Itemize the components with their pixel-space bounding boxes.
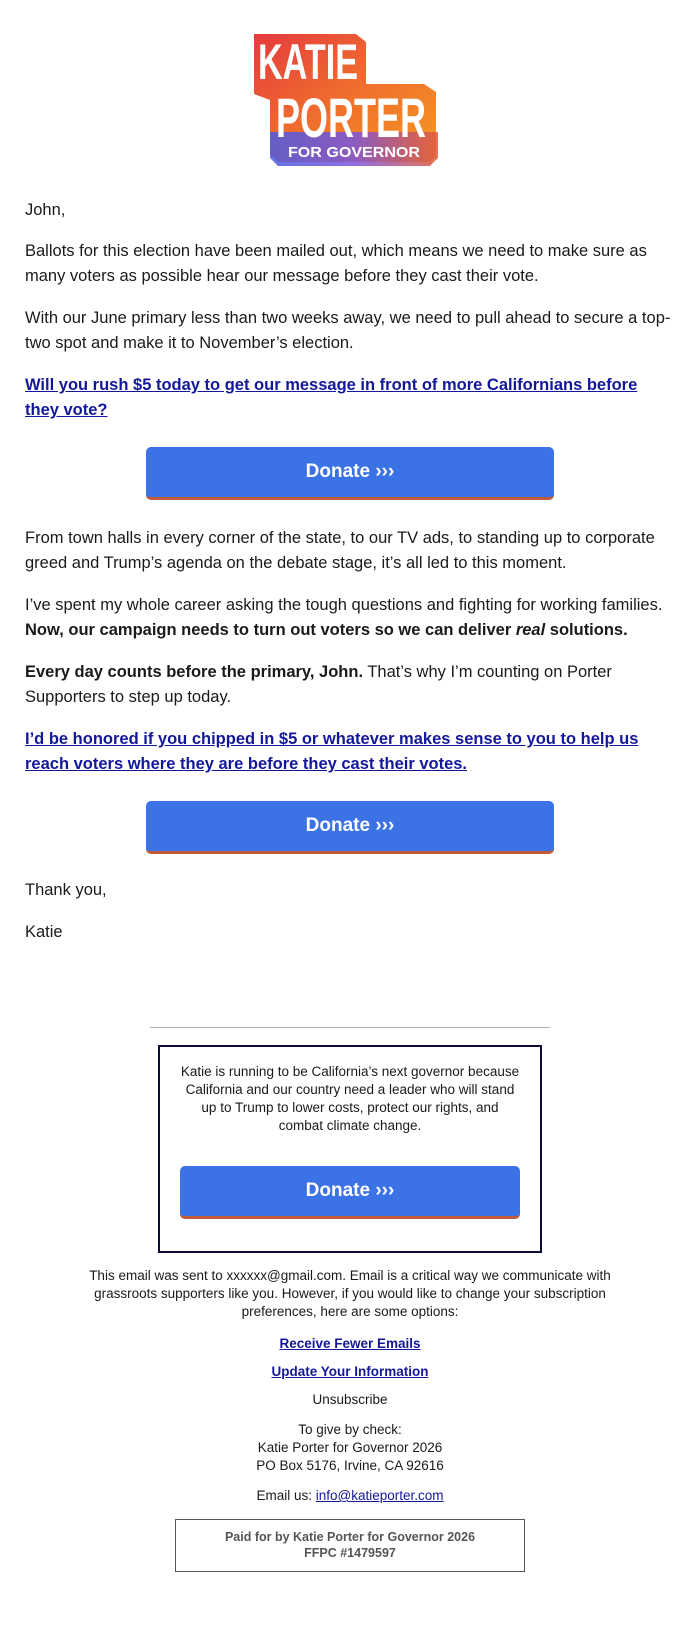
email-us-line <box>0 1487 700 1505</box>
email-us-label: Email us: <box>256 1488 316 1503</box>
career-bold <box>25 621 628 639</box>
career-bold-end: solutions. <box>545 621 628 639</box>
box-text: Katie is running to be California’s next governor because California and our country need a leader who will stand up to Trump to lower costs, protect our rights, and combat climate change. <box>180 1064 520 1133</box>
paragraph-ballots: Ballots for this election have been mailed out, which means we need to make sure as many voters as possible hear our message before they cast their vote. <box>25 242 647 285</box>
donate-row-1 <box>25 447 675 500</box>
paid-for-box <box>175 1519 525 1572</box>
donate-button-3[interactable]: Donate ››› <box>180 1166 520 1219</box>
check-line-1: To give by check: <box>298 1422 402 1437</box>
email-us-link[interactable]: info@katieporter.com <box>315 1488 444 1503</box>
receive-fewer-emails-link[interactable]: Receive Fewer Emails <box>279 1336 421 1351</box>
header <box>0 0 700 180</box>
paragraph-town-halls: From town halls in every corner of the state, to our TV ads, to standing up to corporate greed and Trump’s agenda on the debate stage, it’s all led to this moment. <box>25 529 655 572</box>
donate-row-2 <box>25 801 675 854</box>
closing-thanks: Thank you, <box>25 881 107 899</box>
donate-button-2[interactable]: Donate ››› <box>146 801 554 854</box>
every-day-bold: Every day counts before the primary, John. <box>25 663 364 681</box>
check-line-3: PO Box 5176, Irvine, CA 92616 <box>256 1458 444 1473</box>
governor-info-box <box>158 1045 542 1253</box>
career-text: I’ve spent my whole career asking the tough questions and fighting for working families. <box>25 596 663 614</box>
update-info-link[interactable]: Update Your Information <box>271 1364 429 1379</box>
email-content <box>0 198 700 945</box>
paragraph-every-day <box>25 660 675 710</box>
check-line-2: Katie Porter for Governor 2026 <box>257 1440 443 1455</box>
career-bold-text: Now, our campaign needs to turn out voters so we can deliver <box>25 621 516 639</box>
career-italic: real <box>515 621 546 639</box>
cta-link-rush[interactable]: Will you rush $5 today to get our message in front of more Californians before they vote? <box>25 376 638 419</box>
unsubscribe-link[interactable]: Unsubscribe <box>312 1392 388 1407</box>
paragraph-career <box>25 593 675 643</box>
footer-sent-text: This email was sent to xxxxxx@gmail.com. Email is a critical way we communicate with grassroots supporters like you. However, if you would like to change your subscription preferences, here are some options: <box>89 1268 611 1319</box>
divider <box>150 1027 550 1028</box>
cta-link-honored[interactable]: I’d be honored if you chipped in $5 or whatever makes sense to you to help us reach voters where they are before they cast their votes. <box>25 730 639 773</box>
logo-line3: FOR GOVERNOR <box>288 144 421 161</box>
donate-button-1[interactable]: Donate ››› <box>146 447 554 500</box>
donate-row-3 <box>180 1135 520 1219</box>
logo-line1: KATIE <box>258 34 358 90</box>
salutation: John, <box>25 201 66 219</box>
logo-line2: PORTER <box>276 86 426 149</box>
paragraph-primary: With our June primary less than two weeks away, we need to pull ahead to secure a top-two spot and make it to November’s election. <box>25 309 671 352</box>
paid-line-2: FFPC #1479597 <box>304 1546 396 1560</box>
signature: Katie <box>25 923 63 941</box>
every-day-text: That’s why I’m counting on Porter Supporters to step up today. <box>25 663 612 706</box>
footer <box>0 1267 700 1572</box>
paid-line-1: Paid for by Katie Porter for Governor 2026 <box>224 1530 476 1544</box>
katie-porter-logo <box>248 32 448 169</box>
